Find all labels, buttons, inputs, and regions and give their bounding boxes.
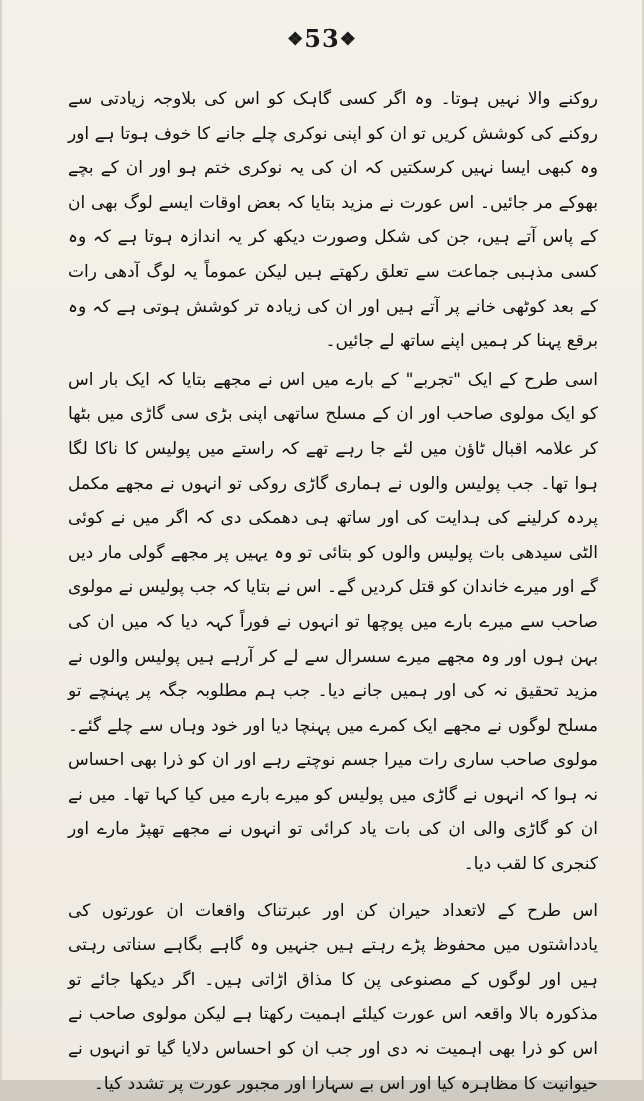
right-ornament-icon: ❖ xyxy=(339,29,357,50)
body-text xyxy=(68,82,598,1101)
page-number xyxy=(2,24,642,53)
left-ornament-icon: ❖ xyxy=(287,29,305,50)
paragraph-1: روکنے والا نہیں ہوتا۔ وہ اگر کسی گاہک کو اس کی بلاوجہ زیادتی سے روکنے کی کوشش کریں تو ان کو اپنی نوکری چلے جانے کا خوف ہوتا ہے اور وہ کبھی ایسا نہیں کرسکتیں کہ ان کی یہ نوکری ختم ہو اور ان کے بچے بھوکے مر جائیں۔ اس عورت نے مزید بتایا کہ بعض اوقات ایسے لوگ بھی ان کے پاس آتے ہیں، جن کی شکل وصورت دیکھ کر یہ اندازہ ہوتا ہے کہ وہ کسی مذہبی جماعت سے تعلق رکھتے ہیں لیکن عموماً یہ لوگ آدھی رات کے بعد کوٹھی خانے پر آتے ہیں اور ان کی زیادہ تر کوشش ہوتی ہے کہ وہ برقع پہنا کر ہمیں اپنے ساتھ لے جائیں۔ xyxy=(68,89,598,352)
paragraph-2: اسی طرح کے ایک "تجربے" کے بارے میں اس نے مجھے بتایا کہ ایک بار اس کو ایک مولوی صاحب اور ان کے مسلح ساتھی اپنی بڑی سی گاڑی میں بٹھا کر علامہ اقبال ٹاؤن میں لئے جا رہے تھے کہ راستے میں پولیس کا ناکا لگا ہوا تھا۔ جب پولیس والوں نے ہماری گاڑی روکی تو انہوں نے مجھے مکمل پردہ کرلینے کی ہدایت کی اور ساتھ ہی دھمکی دی کہ اگر میں نے کوئی الٹی سیدھی بات پولیس والوں کو بتائی تو وہ یہیں پر مجھے گولی مار دیں گے اور میرے خاندان کو قتل کردیں گے۔ اس نے بتایا کہ جب پولیس نے مولوی صاحب سے میرے بارے میں پوچھا تو انہوں نے فوراً کہہ دیا کہ میں ان کی بہن ہوں اور وہ مجھے میرے سسرال سے لے کر آرہے ہیں پولیس والوں نے مزید تحقیق نہ کی اور ہمیں جانے دیا۔ جب ہم مطلوبہ جگہ پر پہنچے تو مسلح لوگوں نے مجھے ایک کمرے میں پہنچا دیا اور خود وہاں سے چلے گئے۔ مولوی صاحب ساری رات میرا جسم نوچتے رہے اور ان کو ذرا بھی احساس نہ ہوا کہ انہوں نے گاڑی میں پولیس کو میرے بارے میں کیا کہا تھا۔ میں نے ان کو گاڑی والی ان کی بات یاد کرائی تو انہوں نے مجھے تھپڑ مارے اور کنجری کا لقب دیا۔ xyxy=(68,369,598,875)
paragraph-3: اس طرح کے لاتعداد حیران کن اور عبرتناک واقعات ان عورتوں کی یادداشتوں میں محفوظ پڑے رہتے ہیں جنہیں وہ گاہے بگاہے سناتی رہتی ہیں اور لوگوں کے مصنوعی پن کا مذاق اڑاتی ہیں۔ اگر دیکھا جائے تو مذکورہ بالا واقعہ اس عورت کیلئے اہمیت رکھتا ہے لیکن مولوی صاحب نے اس کو ذرا بھی اہمیت نہ دی اور جب ان کو احساس دلایا گیا تو انہوں نے حیوانیت کا مظاہرہ کیا اور اس بے سہارا اور مجبور عورت پر تشدد کیا۔ xyxy=(68,900,598,1094)
page-number-value: 53 xyxy=(304,24,340,53)
